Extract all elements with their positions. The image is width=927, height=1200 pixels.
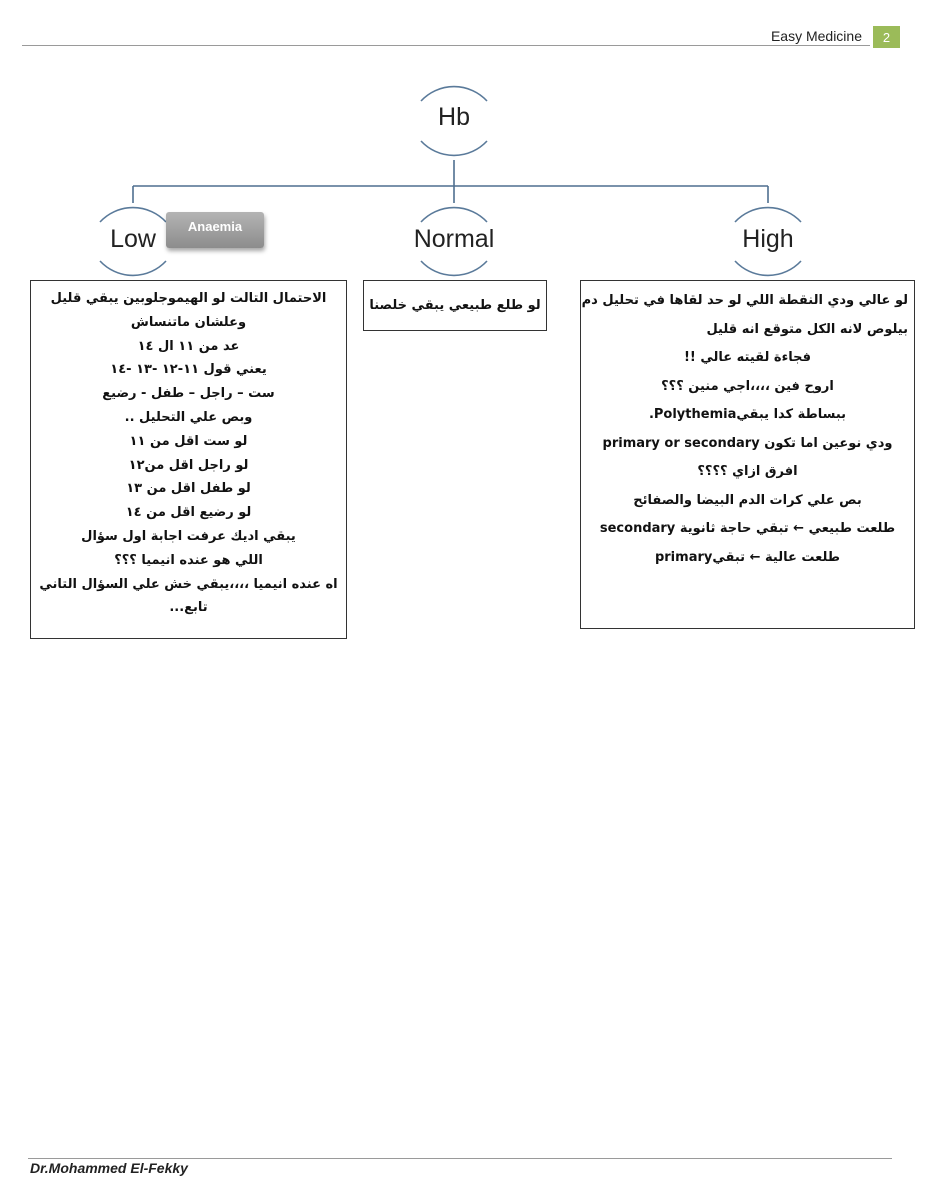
- high-line-4: اروح فين ،،،،اجي منين ؟؟؟: [661, 378, 834, 394]
- low-node-label: Low: [110, 225, 156, 253]
- high-node-arc-bottom: [735, 261, 801, 275]
- secondary-term: secondary: [599, 521, 676, 536]
- high-line-10: [581, 544, 914, 573]
- low-line-5: ست – راجل – طفل - رضيع: [102, 386, 275, 402]
- normal-line: لو طلع طبيعي يبقي خلصنا: [369, 298, 541, 313]
- low-line-2: وعلشان ماتنساش: [130, 314, 247, 330]
- low-line-9: لو طفل اقل من ١٣: [126, 481, 251, 497]
- normal-node-arc-top: [421, 208, 487, 222]
- high-line-6: [581, 430, 914, 459]
- normal-explanation-box: [363, 280, 547, 331]
- footer-divider: [28, 1158, 892, 1159]
- footer-author: Dr.Mohammed El-Fekky: [30, 1160, 188, 1176]
- high-line-10-text: طلعت عالية ← تبقي: [712, 549, 841, 565]
- normal-node-arc-bottom: [421, 261, 487, 275]
- normal-node-label: Normal: [413, 225, 495, 253]
- low-line-1: الاحتمال التالت لو الهيموجلوبين يبقي قليل: [50, 291, 327, 306]
- high-line-8: بص علي كرات الدم البيضا والصفائح: [633, 492, 862, 508]
- high-line-9-text: طلعت طبيعي ← تبقي حاجة ثانوية: [679, 521, 896, 536]
- low-line-11: يبقي اديك عرفت اجابة اول سؤال: [81, 528, 296, 544]
- low-node-arc-top: [100, 208, 166, 222]
- low-line-7: لو ست اقل من ١١: [129, 433, 248, 449]
- low-line-3: عد من ١١ ال ١٤: [137, 338, 240, 354]
- hb-node-arc-bottom: [421, 141, 487, 155]
- low-line-14: تابع...: [169, 600, 208, 616]
- hb-node-arc-top: [421, 87, 487, 101]
- high-node-label: High: [742, 225, 794, 253]
- high-explanation-box: [580, 280, 915, 629]
- high-line-1: لو عالي ودي النقطة اللي لو حد لقاها في تحليل دم: [581, 293, 908, 308]
- primary-secondary-term: primary or secondary: [602, 435, 760, 451]
- primary-term: primary: [654, 549, 713, 565]
- high-line-9: [581, 515, 914, 544]
- hb-tree-diagram: [0, 0, 927, 300]
- high-line-3: فجاءة لقيته عالي !!: [683, 350, 812, 365]
- high-node-arc-top: [735, 208, 801, 222]
- low-line-4: يعني قول ١١-١٢ -١٣ -١٤: [110, 362, 267, 378]
- header-title: Easy Medicine: [770, 28, 862, 44]
- anaemia-callout: Anaemia: [166, 212, 264, 248]
- low-line-10: لو رضيع اقل من ١٤: [125, 505, 252, 521]
- high-line-6-text: ودي نوعين اما تكون: [764, 435, 893, 451]
- low-explanation-box: [30, 280, 347, 639]
- high-line-5-text: ببساطة كدا يبقي: [736, 407, 847, 422]
- hb-node-label: Hb: [438, 103, 470, 131]
- high-line-2: بيلوص لانه الكل متوقع انه قليل: [706, 321, 908, 337]
- high-line-7: افرق ازاي ؟؟؟؟: [697, 464, 798, 479]
- low-line-8: لو راجل اقل من١٢: [128, 457, 249, 473]
- polythemia-term: Polythemia: [653, 407, 737, 422]
- low-line-13: اه عنده انيميا ،،،،يبقي خش علي السؤال التاني: [39, 576, 338, 592]
- low-line-6: وبص علي التحليل ..: [124, 409, 253, 425]
- high-line-5: ببساطة كدا يبقيPolythemia.: [648, 407, 847, 422]
- low-node-arc-bottom: [100, 261, 166, 275]
- low-line-12: اللي هو عنده انيميا ؟؟؟: [114, 552, 263, 568]
- page-number-badge: 2: [873, 26, 900, 48]
